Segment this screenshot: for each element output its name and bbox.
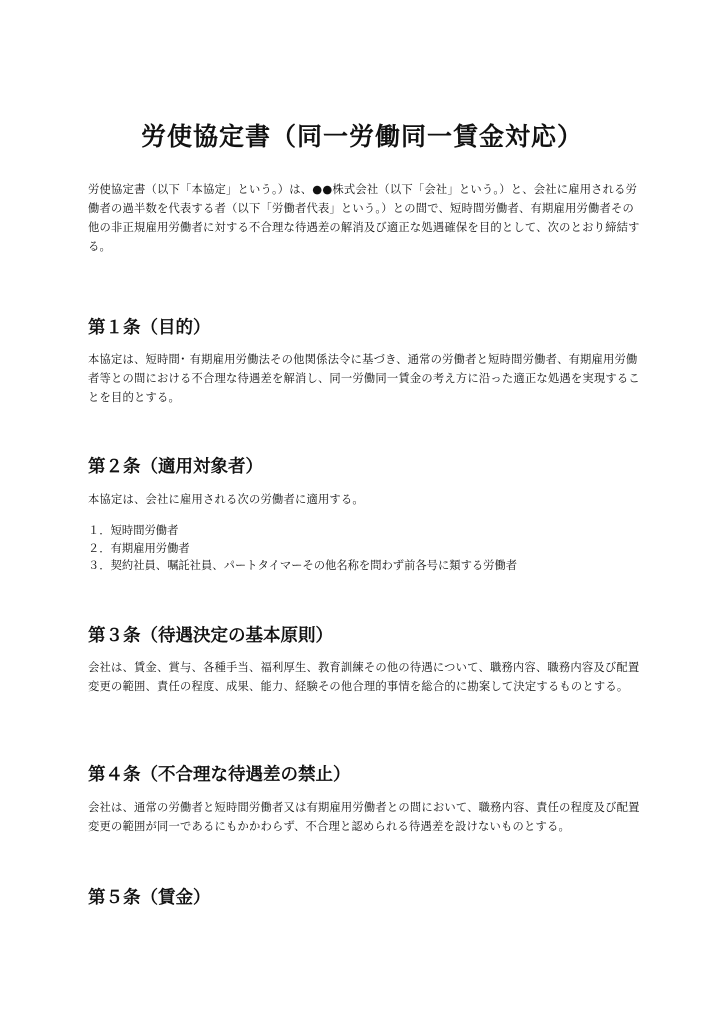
article-4-heading: 第４条（不合理な待遇差の禁止）	[88, 765, 351, 785]
article-5-heading: 第５条（賃金）	[88, 888, 211, 908]
article-1-body: 本協定は、短時間･ 有期雇用労働法その他関係法令に基づき、通常の労働者と短時間労働者、有期雇用労働者等との間における不合理な待遇差を解消し、同一労働同一賃金の考え方に沿った適正な処遇を実現することを目的とする。	[88, 353, 640, 404]
article-4-body: 会社は、通常の労働者と短時間労働者又は有期雇用労働者との間において、職務内容、責任の程度及び配置変更の範囲が同一であるにもかかわらず、不合理と認められる待遇差を設けないものとする。	[88, 801, 640, 833]
article-3-body: 会社は、賃金、賞与、各種手当、福利厚生、教育訓練その他の待遇について、職務内容、職務内容及び配置変更の範囲、責任の程度、成果、能力、経験その他合理的事情を総合的に勘案して決定するものとする。	[88, 661, 640, 693]
article-2-body: 本協定は、会社に雇用される次の労働者に適用する。	[88, 493, 364, 506]
document-title: 労使協定書（同一労働同一賃金対応）	[140, 122, 583, 151]
preamble-paragraph: 労使協定書（以下「本協定」という。）は、●●株式会社（以下「会社」という。）と、会社に雇用される労働者の過半数を代表する者（以下「労働者代表」という。）との間で、短時間労働者、有期雇用労働者その他の非正規雇用労働者に対する不合理な待遇差の解消及び適正な処遇確保を目的として、次のとおり締結する。	[88, 183, 640, 253]
article-2-list	[88, 522, 643, 575]
list-item: ２．有期雇用労働者	[88, 541, 190, 555]
article-2-heading: 第２条（適用対象者）	[88, 457, 263, 477]
article-3-heading: 第３条（待遇決定の基本原則）	[88, 626, 333, 646]
article-1-heading: 第１条（目的）	[88, 318, 211, 338]
list-item: １．短時間労働者	[88, 524, 179, 537]
list-item: ３．契約社員、嘱託社員、パートタイマーその他名称を問わず前各号に類する労働者	[88, 559, 518, 572]
